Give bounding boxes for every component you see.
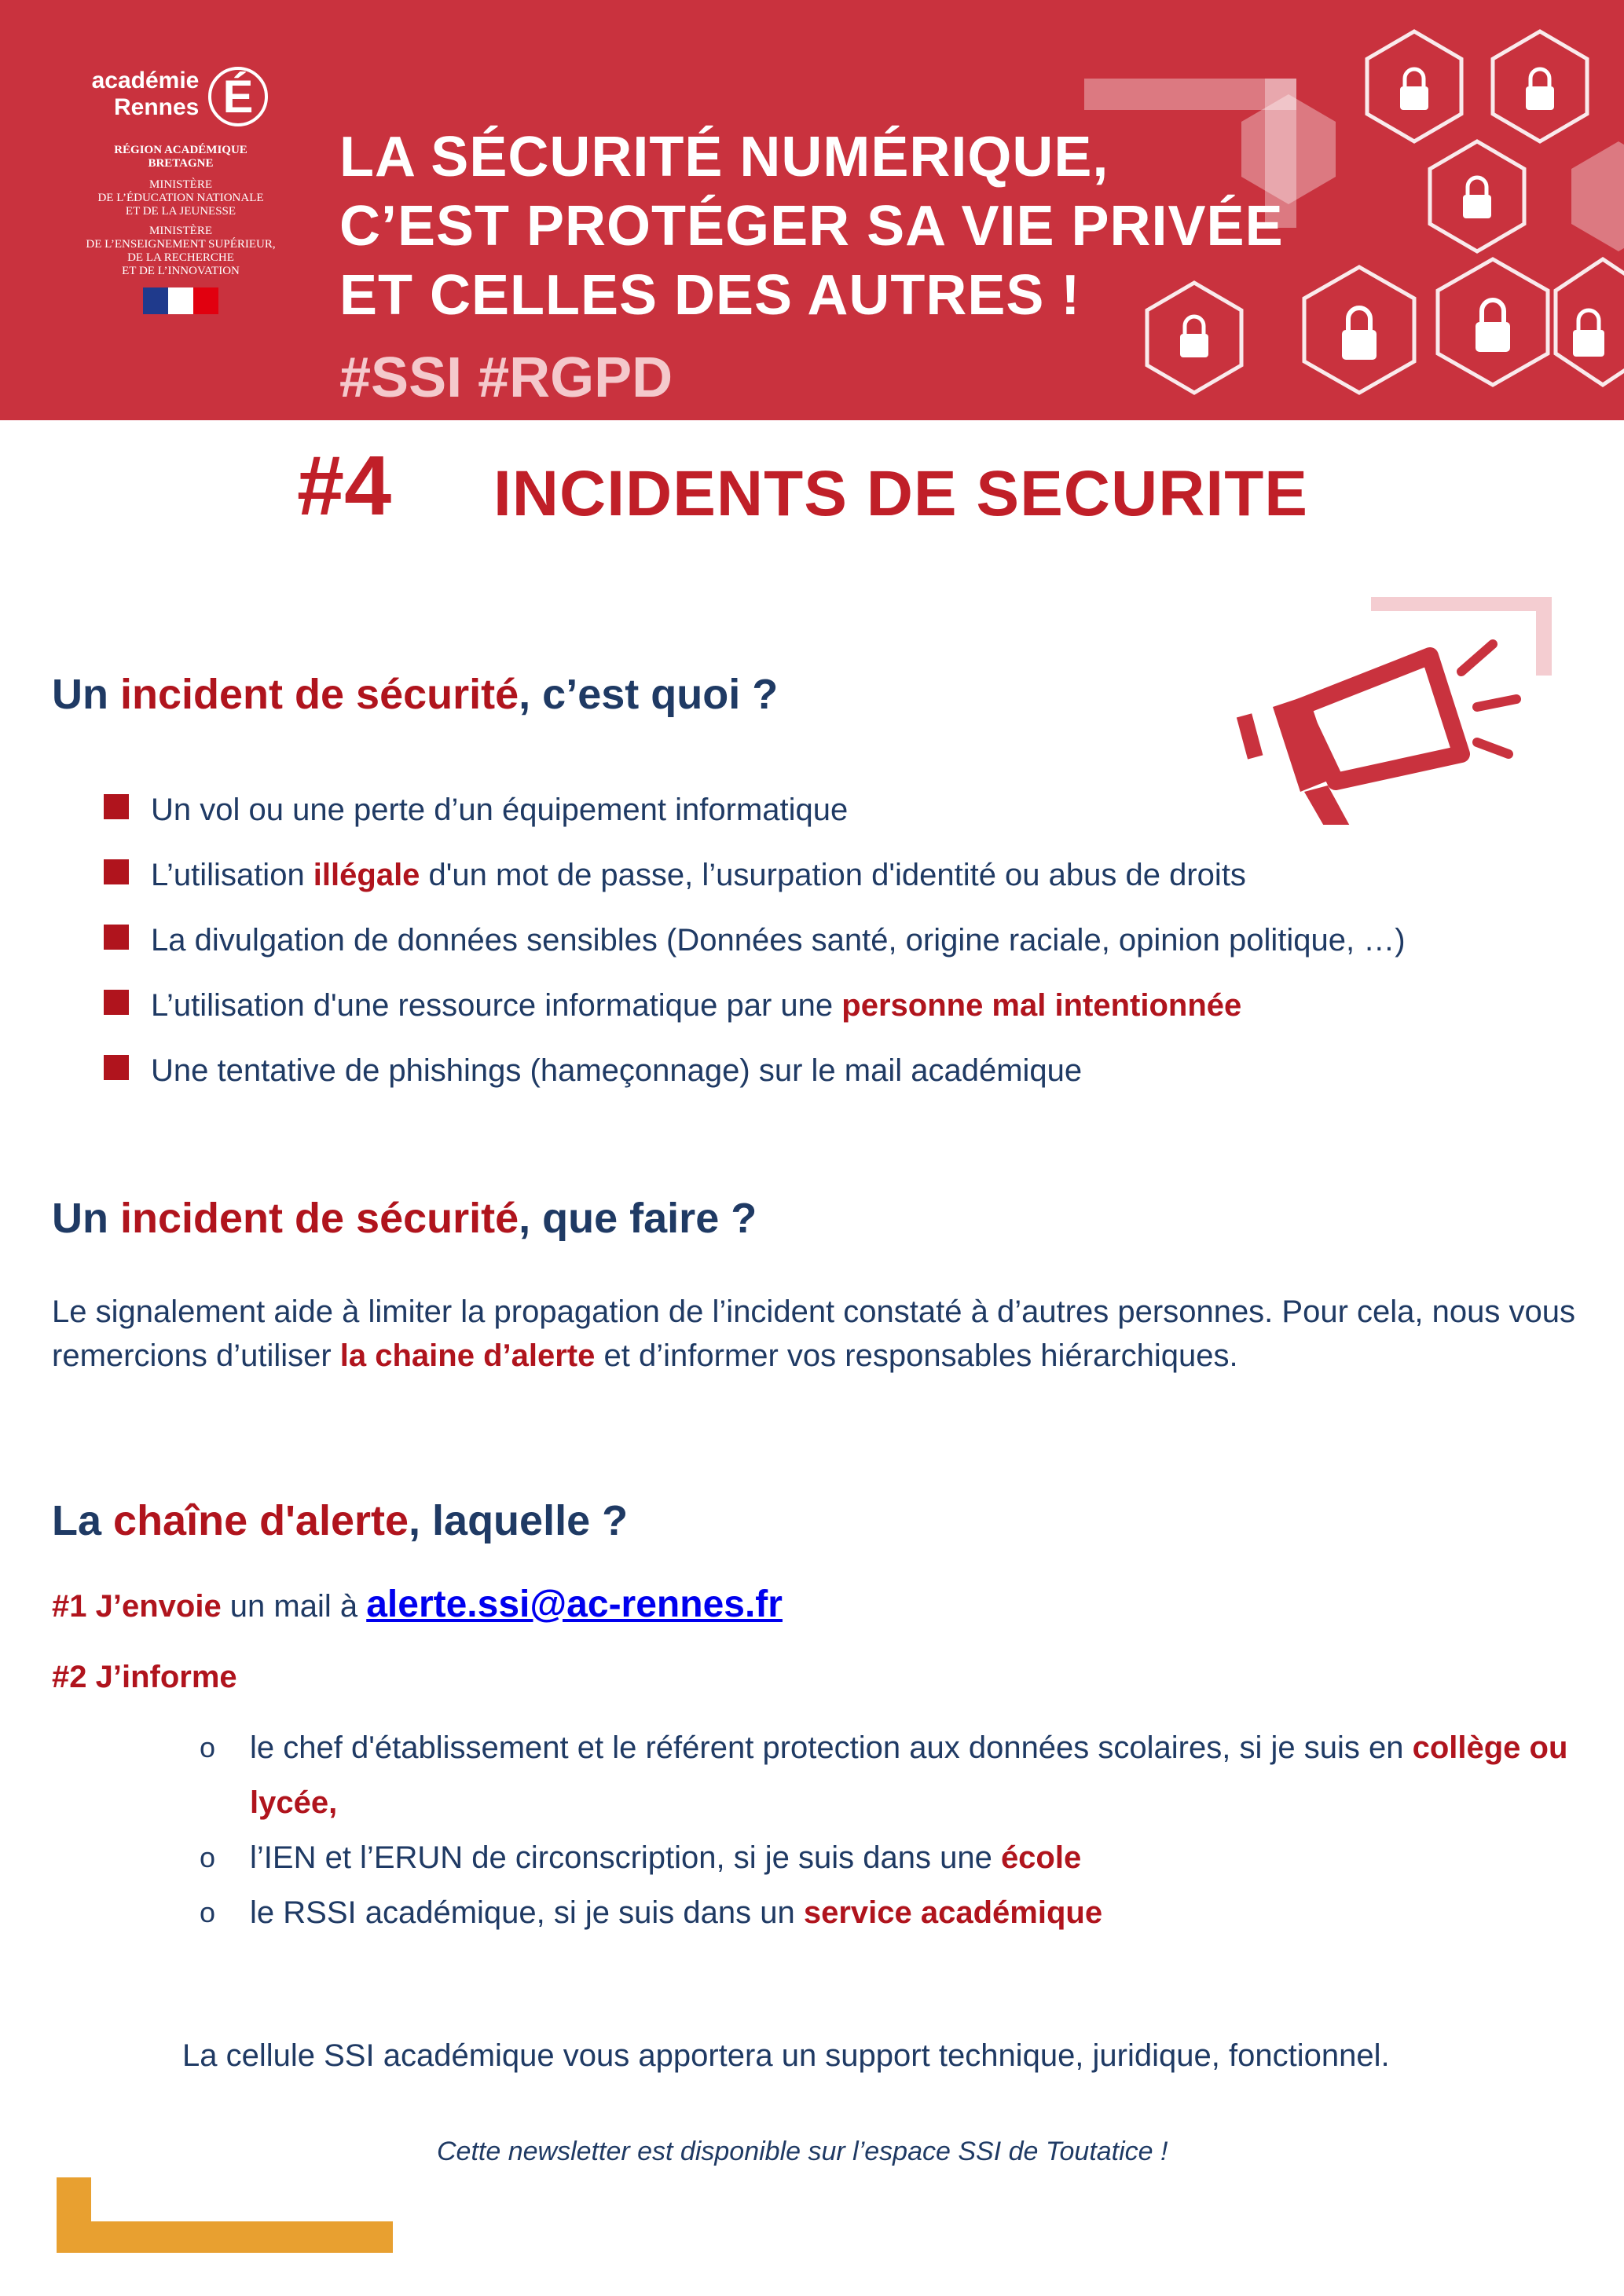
region-label: RÉGION ACADÉMIQUE BRETAGNE [114, 144, 247, 170]
square-bullet-icon [104, 1055, 129, 1080]
list-item: o le RSSI académique, si je suis dans un service académique [200, 1885, 1624, 1940]
reporting-paragraph: Le signalement aide à limiter la propagation de l’incident constaté à d’autres personnes. Pour cela, nous vous remercions d’utiliser la chaine d’alerte et d’informer vos responsables hiérarchiques. [52, 1294, 1575, 1373]
heading-what-is-incident: Un incident de sécurité, c’est quoi ? [52, 671, 779, 718]
header-banner [0, 0, 1624, 420]
list-item: L’utilisation d'une ressource informatique par une personne mal intentionnée [104, 973, 1406, 1038]
newsletter-number: #4 [297, 438, 392, 533]
heading-what-to-do: Un incident de sécurité, que faire ? [52, 1195, 757, 1242]
list-item: L’utilisation illégale d'un mot de passe, l’usurpation d'identité ou abus de droits [104, 843, 1406, 908]
banner-title-line-3: ET CELLES DES AUTRES ! [339, 264, 1081, 327]
banner-hashtags: #SSI #RGPD [339, 346, 673, 409]
brand-line-2: Rennes [114, 94, 200, 120]
orange-corner-decoration [57, 2177, 393, 2253]
academy-logo [55, 59, 306, 314]
step-2: #2 J’informe [52, 1660, 237, 1694]
square-bullet-icon [104, 859, 129, 884]
brand-mark [55, 59, 306, 130]
brand-e-icon [207, 59, 269, 130]
circle-bullet-icon: o [200, 1896, 216, 1928]
list-item: Une tentative de phishings (hameçonnage) sur le mail académique [104, 1038, 1406, 1104]
page-title: INCIDENTS DE SECURITE [493, 458, 1308, 529]
circle-bullet-icon: o [200, 1731, 216, 1763]
svg-text:É: É [223, 71, 254, 123]
square-bullet-icon [104, 990, 129, 1015]
square-bullet-icon [104, 925, 129, 950]
ministry-higher-education: MINISTÈRE DE L’ENSEIGNEMENT SUPÉRIEUR, DE LA RECHERCHE ET DE L’INNOVATION [86, 225, 276, 277]
brand-line-1: académie [91, 68, 200, 93]
inform-list [200, 1720, 1624, 1940]
footer-note: Cette newsletter est disponible sur l’espace SSI de Toutatice ! [437, 2137, 1168, 2166]
circle-bullet-icon: o [200, 1841, 216, 1873]
republic-flag-icon [143, 287, 218, 314]
list-item: o le chef d'établissement et le référent protection aux données scolaires, si je suis en collège ou lycée, [200, 1720, 1624, 1830]
list-item: Un vol ou une perte d’un équipement informatique [104, 778, 1406, 843]
hexagon-padlock-graphic [1084, 0, 1624, 420]
ministry-education: MINISTÈRE DE L’ÉDUCATION NATIONALE ET DE LA JEUNESSE [97, 178, 264, 218]
list-item: La divulgation de données sensibles (Données santé, origine raciale, opinion politique, …) [104, 908, 1406, 973]
heading-alert-chain: La chaîne d'alerte, laquelle ? [52, 1497, 629, 1544]
support-statement: La cellule SSI académique vous apportera un support technique, juridique, fonctionnel. [182, 2038, 1390, 2073]
incident-examples-list [104, 778, 1406, 1104]
list-item: o l’IEN et l’ERUN de circonscription, si je suis dans une école [200, 1830, 1624, 1885]
square-bullet-icon [104, 794, 129, 819]
banner-title-line-1: LA SÉCURITÉ NUMÉRIQUE, [339, 126, 1109, 189]
banner-title-line-2: C’EST PROTÉGER SA VIE PRIVÉE [339, 195, 1284, 258]
alert-email-link[interactable]: alerte.ssi@ac-rennes.fr [366, 1584, 783, 1625]
step-1: #1 J’envoie un mail à alerte.ssi@ac-rennes.fr [52, 1584, 783, 1625]
